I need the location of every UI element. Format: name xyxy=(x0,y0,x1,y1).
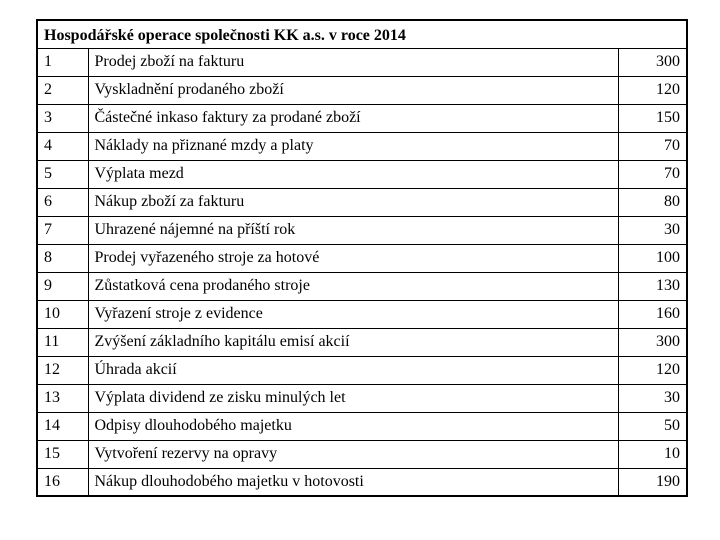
operation-number: 2 xyxy=(37,76,88,104)
operation-description: Úhrada akcií xyxy=(88,356,618,384)
operation-description: Nákup dlouhodobého majetku v hotovosti xyxy=(88,468,618,496)
operation-description: Vyřazení stroje z evidence xyxy=(88,300,618,328)
table-row xyxy=(37,76,687,104)
operation-description: Náklady na přiznané mzdy a platy xyxy=(88,132,618,160)
table-row xyxy=(37,160,687,188)
table-row xyxy=(37,384,687,412)
table-row xyxy=(37,132,687,160)
operation-number: 4 xyxy=(37,132,88,160)
operation-amount: 160 xyxy=(618,300,687,328)
operations-table-body xyxy=(37,20,687,496)
operation-number: 1 xyxy=(37,48,88,76)
operation-number: 14 xyxy=(37,412,88,440)
table-title: Hospodářské operace společnosti KK a.s. v roce 2014 xyxy=(37,20,687,48)
operation-number: 9 xyxy=(37,272,88,300)
table-row xyxy=(37,412,687,440)
operation-description: Částečné inkaso faktury za prodané zboží xyxy=(88,104,618,132)
table-row xyxy=(37,244,687,272)
operation-amount: 10 xyxy=(618,440,687,468)
operation-number: 15 xyxy=(37,440,88,468)
operation-description: Výplata dividend ze zisku minulých let xyxy=(88,384,618,412)
operation-description: Zůstatková cena prodaného stroje xyxy=(88,272,618,300)
table-row xyxy=(37,48,687,76)
operation-number: 16 xyxy=(37,468,88,496)
table-row xyxy=(37,300,687,328)
operation-amount: 80 xyxy=(618,188,687,216)
operation-description: Uhrazené nájemné na příští rok xyxy=(88,216,618,244)
operation-number: 3 xyxy=(37,104,88,132)
operation-amount: 70 xyxy=(618,160,687,188)
operation-number: 7 xyxy=(37,216,88,244)
operation-amount: 70 xyxy=(618,132,687,160)
operation-amount: 300 xyxy=(618,48,687,76)
operation-amount: 30 xyxy=(618,216,687,244)
operation-amount: 30 xyxy=(618,384,687,412)
operation-number: 11 xyxy=(37,328,88,356)
operation-description: Vyskladnění prodaného zboží xyxy=(88,76,618,104)
operation-amount: 120 xyxy=(618,76,687,104)
table-row xyxy=(37,468,687,496)
table-row xyxy=(37,104,687,132)
operation-amount: 300 xyxy=(618,328,687,356)
operations-sheet xyxy=(36,19,686,497)
operations-table xyxy=(36,19,688,497)
operation-description: Nákup zboží za fakturu xyxy=(88,188,618,216)
operation-description: Výplata mezd xyxy=(88,160,618,188)
operation-description: Prodej zboží na fakturu xyxy=(88,48,618,76)
operation-number: 13 xyxy=(37,384,88,412)
operation-number: 5 xyxy=(37,160,88,188)
operation-amount: 190 xyxy=(618,468,687,496)
operation-amount: 100 xyxy=(618,244,687,272)
table-row xyxy=(37,216,687,244)
operation-description: Zvýšení základního kapitálu emisí akcií xyxy=(88,328,618,356)
operation-description: Vytvoření rezervy na opravy xyxy=(88,440,618,468)
operation-description: Odpisy dlouhodobého majetku xyxy=(88,412,618,440)
table-title-row xyxy=(37,20,687,48)
table-row xyxy=(37,440,687,468)
operation-amount: 50 xyxy=(618,412,687,440)
table-row xyxy=(37,328,687,356)
operation-amount: 130 xyxy=(618,272,687,300)
operation-number: 10 xyxy=(37,300,88,328)
table-row xyxy=(37,272,687,300)
operation-number: 8 xyxy=(37,244,88,272)
table-row xyxy=(37,356,687,384)
table-row xyxy=(37,188,687,216)
operation-amount: 120 xyxy=(618,356,687,384)
operation-description: Prodej vyřazeného stroje za hotové xyxy=(88,244,618,272)
operation-amount: 150 xyxy=(618,104,687,132)
operation-number: 6 xyxy=(37,188,88,216)
operation-number: 12 xyxy=(37,356,88,384)
